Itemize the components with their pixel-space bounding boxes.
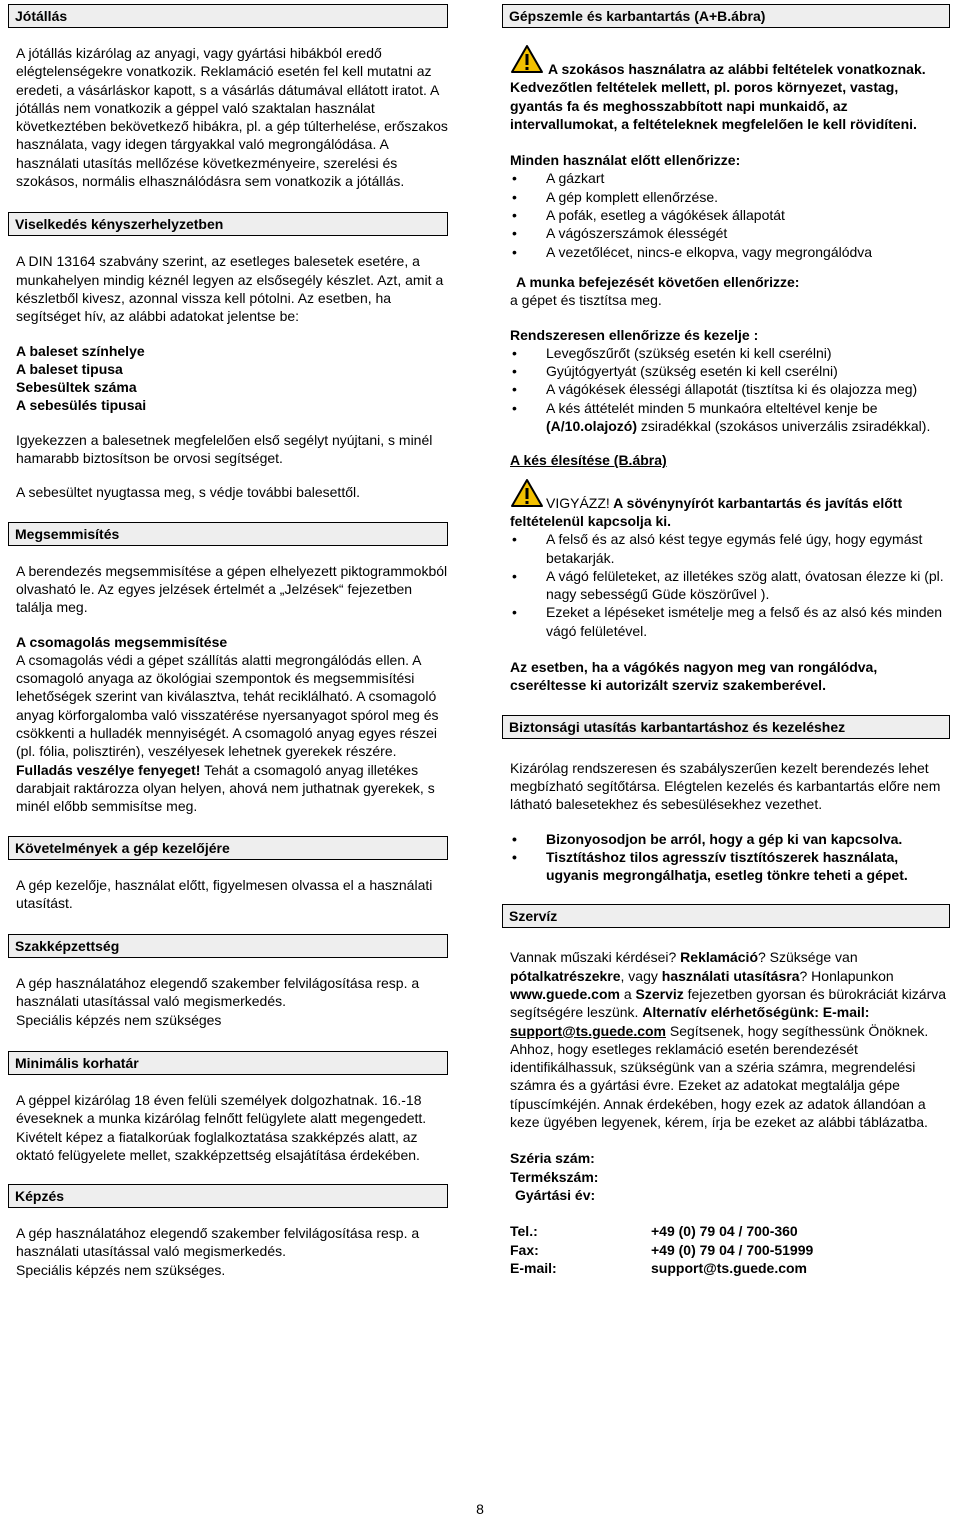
packaging-text-part: A csomagolás védi a gépet szállítás alatti megrongálódás ellen. A csomagoló anyaga az ökológiai szempontok és megsemmisítési lehetőségek szerint van kiválasztva, tehát reciklálható. A csomagoló anyag körforgalomba való visszatérése nyersanyagot spórol meg és csökkenti a hulladék mennyiségét. A csomagoló anyag egyes részei (pl. fólia, polisztirén), veszélyesek lehetnek gyerekek részére. (16, 651, 439, 760)
list-item: • Bizonyosodjon be arról, hogy a gép ki van kapcsolva. (510, 830, 950, 848)
service-text-part: Reklamáció (680, 949, 758, 966)
min-age-line: A géppel kizárólag 18 éven felüli személyek dolgozhatnak. 16.-18 éveseknek a munka kizárólag felnőtt felügylete alatt megengedett. (16, 1091, 427, 1127)
contact-key: Fax: (510, 1241, 539, 1258)
section-heading-service: Szervíz (502, 904, 950, 928)
list-item: • A pofák, esetleg a vágókések állapotát (510, 206, 950, 224)
accident-data-item: A sebesülés tipusai (16, 397, 147, 414)
table-row (510, 1259, 813, 1277)
section-heading-safety: Biztonsági utasítás karbantartáshoz és kezeléshez (502, 715, 950, 739)
section-heading-min-age: Minimális korhatár (8, 1051, 448, 1075)
service-text-part: ? Honlapunkon (799, 967, 894, 984)
website-link[interactable]: www.guede.com (510, 985, 620, 1002)
accident-data-item: A baleset színhelye (16, 342, 145, 359)
list-item (510, 399, 950, 436)
list-item: • A gép komplett ellenőrzése. (510, 188, 950, 206)
disposal-text: A berendezés megsemmisítése a gépen elhelyezett piktogrammokból olvasható le. Az egyes jelzések értelmét a „Jelzések“ fejezetben találja meg. (16, 562, 448, 616)
after-work-text: a gépet és tisztítsa meg. (510, 292, 662, 309)
min-age-line: Kivételt képez a fiatalkorúak foglalkoztatása szakképzés alatt, az oktató felügyelete mellet, szakképzettség elsajátítása érdekében. (16, 1128, 420, 1163)
contact-value: +49 (0) 79 04 / 700-51999 (651, 1241, 814, 1258)
service-text-part: használati utasításra (661, 967, 800, 984)
maintenance-warning (502, 44, 950, 133)
requirements-text: A gép kezelője, használat előtt, figyelmesen olvassa el a használati utasítást. (16, 876, 433, 911)
maintenance-warning-text: A szokásos használatra az alábbi feltételek vonatkoznak. Kedvezőtlen feltételek mellett, pl. poros környezet, vastag, gyantás fa és meghosszabbított napi munkaidő, az intervallumokat, a feltételeknek megfelelően le kell rövidíteni. (510, 61, 926, 132)
list-item: • Tisztításhoz tilos agresszív tisztítószerek használata, ugyanis megrongálhatja, esetleg tönkre teheti a gépet. (510, 848, 950, 885)
list-item-text: zsiradékkal (szokásos univerzális zsiradékkal). (640, 418, 931, 435)
accident-data-item: Sebesültek száma (16, 379, 137, 396)
contact-value: +49 (0) 79 04 / 700-360 (651, 1223, 798, 1240)
accident-data-list (8, 342, 448, 415)
training-line: A gép használatához elegendő szakember felvilágosítása resp. a használati utasítással való megismerkedés. (16, 1225, 420, 1260)
caution-text: A sövénynyírót karbantartás és javítás előtt feltételenül kapcsolja ki. (510, 494, 903, 529)
expertise-line: Speciális képzés nem szükséges (16, 1011, 222, 1028)
service-text (502, 948, 950, 1131)
section-heading-expertise: Szakképzettség (8, 934, 448, 958)
warning-triangle-icon (510, 44, 544, 78)
list-item: • Ezeket a lépéseket ismételje meg a felső és az alsó kés minden vágó felületével. (510, 603, 950, 640)
list-item: • A vágószerszámok élességét (510, 224, 950, 242)
list-item: • A gázkart (510, 169, 950, 187)
packaging-text-part: Tehát a csomagoló anyag illetékes darabjait raktározza olyan helyen, ahová nem juthatnak gyerekek, s minél előbb semmisítse meg. (16, 761, 435, 815)
table-row (510, 1222, 813, 1240)
table-row (510, 1241, 813, 1259)
contact-table (510, 1222, 813, 1277)
list-item: • Levegőszűrőt (szükség esetén ki kell cserélni) (510, 344, 950, 362)
accident-data-item: A baleset tipusa (16, 360, 123, 377)
contact-key: E-mail: (510, 1259, 557, 1276)
suffocation-warning: Fulladás veszélye fenyeget! (16, 761, 201, 778)
expertise-text (8, 974, 448, 1029)
min-age-text (8, 1091, 448, 1164)
section-heading-maintenance: Gépszemle és karbantartás (A+B.ábra) (502, 4, 950, 28)
serial-number-label: Széria szám: (510, 1150, 595, 1167)
left-column (8, 0, 448, 1279)
product-number-label: Termékszám: (510, 1168, 599, 1185)
sharpening-steps (502, 530, 950, 640)
service-text-part: fejezetben gyorsan és bürokráciát kizárva segítségére leszünk. (510, 985, 947, 1021)
contact-value[interactable]: support@ts.guede.com (651, 1259, 807, 1276)
warranty-text: A jótállás kizárólag az anyagi, vagy gyártási hibákból eredő elégtelenségekre vonatkozik. Reklamáció esetén fel kell mutatni az eredeti, a vásárláskor kapott, s a vásárlás dátumával ellátott iratot. A jótállás nem vonatkozik a géppel való szaktalan használat következtében bekövetkező hibákra, pl. a gép túlterhelése, erőszakos használata, vagy idegen tárgyakkal való megrongálódása. A használati utasítás mellőzése következményeire, szerelési és szokásos, normális elhasználódásra sem vonatkozik a jótállás. (16, 45, 448, 190)
list-item: • A felső és az alsó kést tegye egymás felé úgy, hogy egymást betakarják. (510, 530, 950, 567)
regular-check-list (502, 344, 950, 435)
before-use-list (502, 169, 950, 260)
list-item-text: A kés áttételét minden 5 munkaóra elteltével kenje be (546, 399, 878, 416)
emergency-text: A DIN 13164 szabvány szerint, az esetleges balesetek esetére, a munkahelyen mindig kéznél legyen az elsősegély készlet. Azt, amit a készletből kivesz, azonnal vissza kell pótolni. Az esetben, ha segítséget hív, az alábbi adatokat jelentse be: (16, 253, 444, 325)
training-text (8, 1224, 448, 1279)
page-number: 8 (476, 1501, 484, 1517)
list-item: • A vezetőlécet, nincs-e elkopva, vagy megrongálódva (510, 243, 950, 261)
device-id-fields (502, 1149, 950, 1204)
expertise-line: A gép használatához elegendő szakember felvilágosítása resp. a használati utasítással való megismerkedés. (16, 975, 420, 1010)
section-heading-training: Képzés (8, 1184, 448, 1208)
list-item: • A vágó felületeket, az illetékes szög alatt, óvatosan élezze ki (pl. nagy sebességű Güde köszörűvel ). (510, 567, 950, 604)
section-heading-emergency: Viselkedés kényszerhelyzetben (8, 212, 448, 236)
after-work-title: A munka befejezését követően ellenőrizze: (516, 273, 800, 290)
before-use-title: Minden használat előtt ellenőrizze: (510, 152, 741, 169)
first-aid-text: Igyekezzen a balesetnek megfelelően első segélyt nyújtani, s minél hamarabb biztosítson be orvosi segítséget. (16, 431, 433, 467)
damaged-blade-text: Az esetben, ha a vágókés nagyon meg van rongálódva, cseréltesse ki autorizált szerviz szakemberével. (510, 659, 878, 694)
training-line: Speciális képzés nem szükséges. (16, 1261, 226, 1278)
service-text-part: Vannak műszaki kérdései? (510, 949, 677, 966)
sharpening-caution (502, 478, 950, 531)
section-heading-warranty: Jótállás (8, 4, 448, 28)
packaging-disposal-text (8, 651, 448, 816)
list-item: • A vágókések élességi állapotát (tisztítsa ki és olajozza meg) (510, 380, 950, 398)
contact-key: Tel.: (510, 1223, 538, 1240)
support-email-link[interactable]: support@ts.guede.com (510, 1022, 666, 1039)
regular-check-title: Rendszeresen ellenőrizze és kezelje : (510, 326, 759, 343)
caution-label: VIGYÁZZ! (546, 494, 610, 511)
list-item: • Gyújtógyertyát (szükség esetén ki kell cserélni) (510, 362, 950, 380)
right-column (502, 0, 950, 1277)
safety-list (502, 830, 950, 885)
production-year-label: Gyártási év: (515, 1186, 596, 1203)
service-text-part: a (623, 985, 632, 1002)
calm-injured-text: A sebesültet nyugtassa meg, s védje további balesettől. (16, 484, 360, 501)
oiler-reference: (A/10.olajozó) (546, 418, 638, 435)
section-heading-requirements: Követelmények a gép kezelőjére (8, 836, 448, 860)
section-heading-disposal: Megsemmisítés (8, 522, 448, 546)
service-text-part: ? Szüksége van (758, 949, 858, 966)
alt-contact-label: Alternatív elérhetőségünk: E-mail: (642, 1004, 870, 1021)
sharpening-heading: A kés élesítése (B.ábra) (510, 452, 667, 469)
safety-text: Kizárólag rendszeresen és szabályszerűen kezelt berendezés lehet megbízható segítőtársa. Elégtelen kezelés és karbantartás előre nem látható balesetekhez és sebesülésekhez vezethet. (510, 759, 941, 813)
service-text-part: pótalkatrészekre (510, 967, 621, 984)
service-text-part: , vagy (620, 967, 658, 984)
warning-triangle-icon (510, 478, 544, 512)
packaging-disposal-heading: A csomagolás megsemmisítése (16, 633, 228, 650)
service-text-part: Szerviz (635, 985, 684, 1002)
service-text-part: Segítsenek, hogy segíthessünk Önöknek. Ahhoz, hogy esetleges reklamáció esetén berendezését identifikálhassuk, szükségünk van a széria számra, megrendelési számra és a gyártási évre. Ezeket az adatokat megtalálja gépe típuscímkéjén. Annak érdekében, hogy ezek az adatok állandóan a keze ügyében legyenek, kérem, írja be ezeket az alábbi táblázatba. (510, 1022, 929, 1131)
